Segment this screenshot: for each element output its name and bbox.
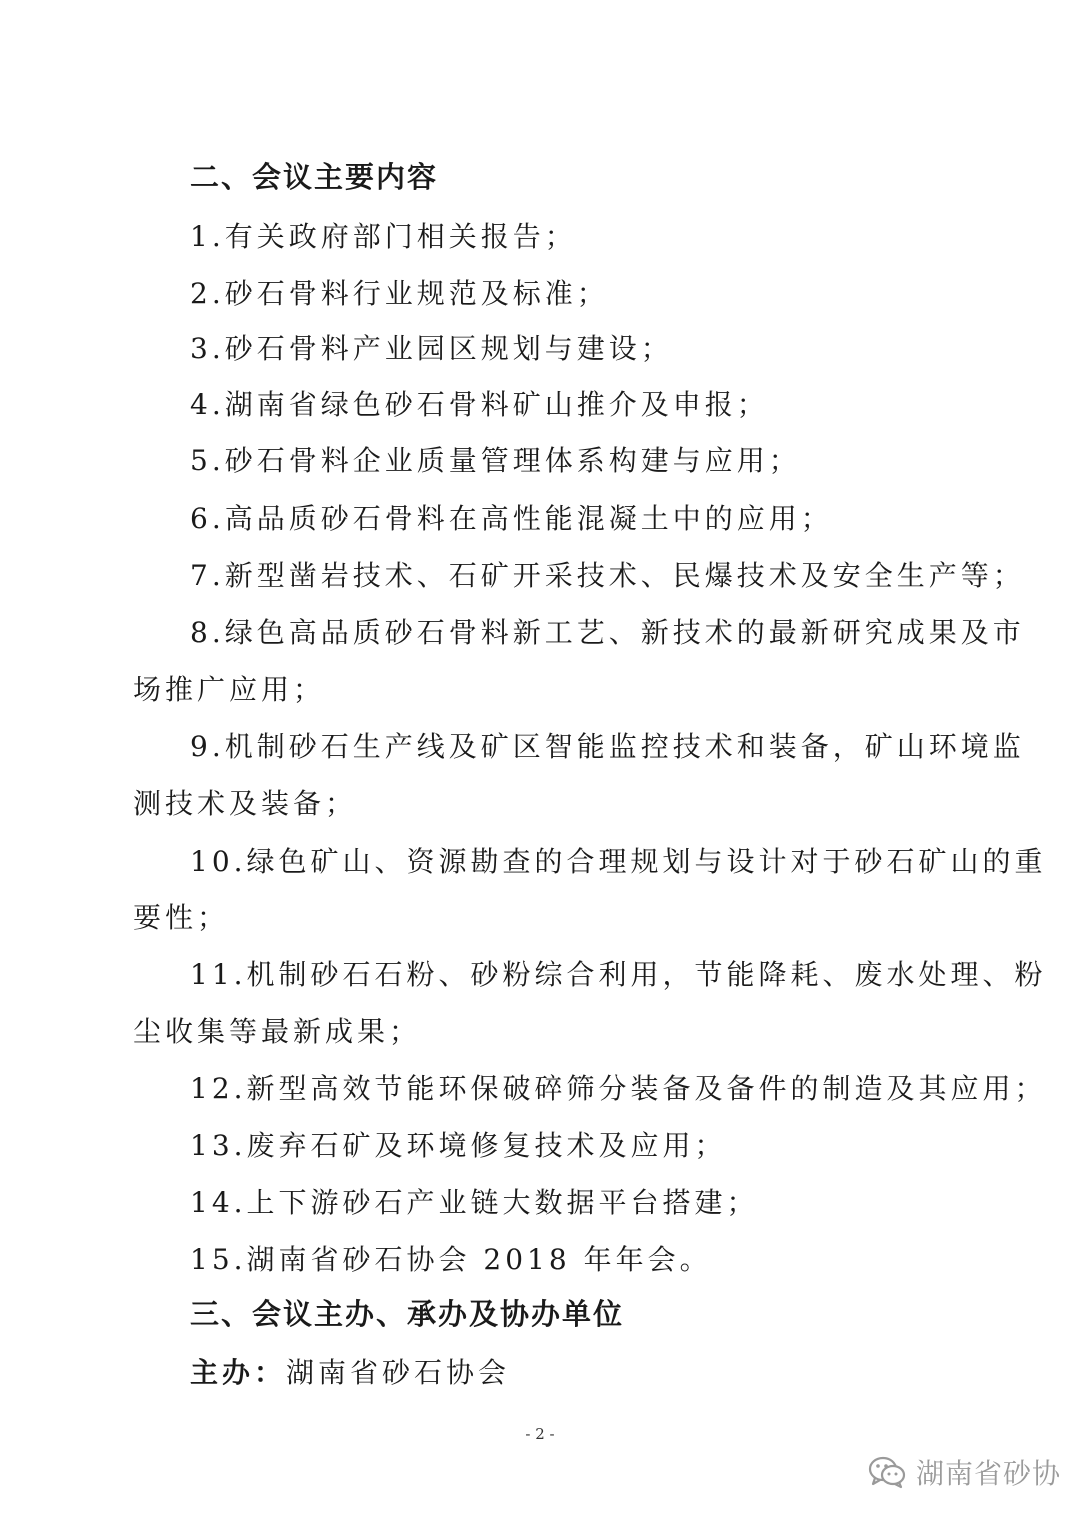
list-item: 1.有关政府部门相关报告； bbox=[190, 220, 577, 253]
list-item: 10.绿色矿山、资源勘查的合理规划与设计对于砂石矿山的重 bbox=[190, 845, 1047, 878]
host-value: 湖南省砂石协会 bbox=[286, 1356, 511, 1389]
list-item: 8.绿色高品质砂石骨料新工艺、新技术的最新研究成果及市 bbox=[190, 616, 1025, 649]
host-line bbox=[190, 1351, 510, 1391]
watermark bbox=[868, 1452, 1061, 1492]
list-item-continuation: 场推广应用； bbox=[133, 673, 326, 706]
list-item: 3.砂石骨料产业园区规划与建设； bbox=[190, 332, 673, 365]
list-item: 12.新型高效节能环保破碎筛分装备及备件的制造及其应用； bbox=[190, 1072, 1047, 1105]
wechat-icon bbox=[868, 1455, 906, 1489]
host-label: 主办： bbox=[190, 1356, 287, 1389]
watermark-text: 湖南省砂协 bbox=[916, 1457, 1062, 1490]
section-heading-organizers: 三、会议主办、承办及协办单位 bbox=[190, 1297, 625, 1331]
list-item: 4.湖南省绿色砂石骨料矿山推介及申报； bbox=[190, 388, 769, 421]
list-item: 11.机制砂石石粉、砂粉综合利用，节能降耗、废水处理、粉 bbox=[190, 958, 1047, 991]
page-number: - 2 - bbox=[525, 1425, 555, 1443]
list-item: 6.高品质砂石骨料在高性能混凝土中的应用； bbox=[190, 502, 833, 535]
list-item: 14.上下游砂石产业链大数据平台搭建； bbox=[190, 1186, 759, 1219]
list-item-continuation: 要性； bbox=[133, 901, 230, 934]
list-item: 5.砂石骨料企业质量管理体系构建与应用； bbox=[190, 444, 801, 477]
list-item: 13.废弃石矿及环境修复技术及应用； bbox=[190, 1129, 727, 1162]
list-item-continuation: 尘收集等最新成果； bbox=[133, 1015, 422, 1048]
list-item: 9.机制砂石生产线及矿区智能监控技术和装备，矿山环境监 bbox=[190, 730, 1025, 763]
list-item-continuation: 测技术及装备； bbox=[133, 787, 358, 820]
list-item: 7.新型凿岩技术、石矿开采技术、民爆技术及安全生产等； bbox=[190, 559, 1025, 592]
list-item: 15.湖南省砂石协会 2018 年年会。 bbox=[190, 1243, 712, 1276]
section-heading-main-content: 二、会议主要内容 bbox=[190, 160, 439, 194]
list-item: 2.砂石骨料行业规范及标准； bbox=[190, 277, 609, 310]
